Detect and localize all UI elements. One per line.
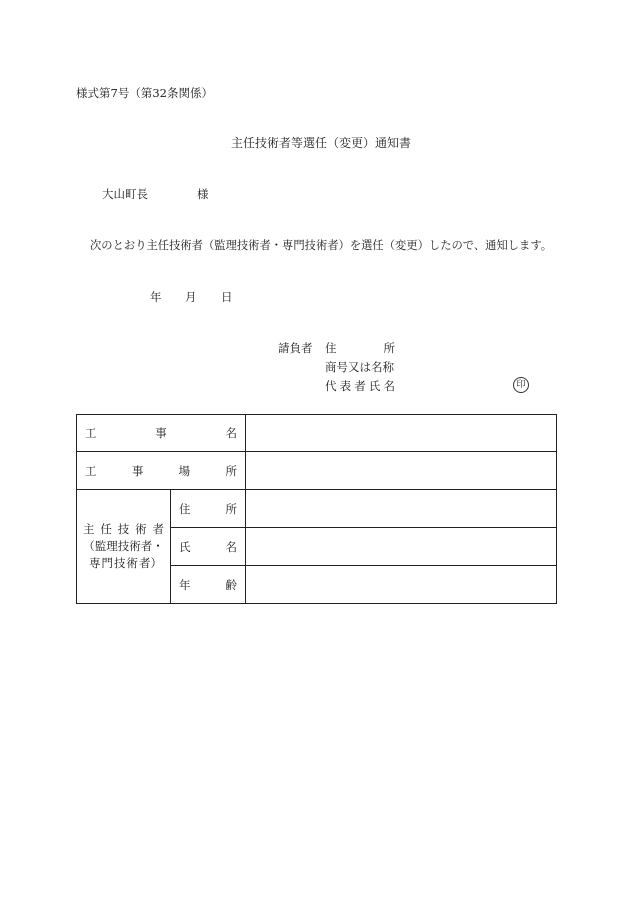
addressee-honorific: 様 xyxy=(197,187,209,201)
technician-name-label: 氏 名 xyxy=(171,528,246,566)
row-project-location xyxy=(77,452,557,490)
technician-address-field[interactable] xyxy=(246,490,557,528)
row-project-name xyxy=(77,415,557,452)
row-technician-address xyxy=(77,490,557,528)
project-name-label: 工 事 名 xyxy=(77,415,246,452)
document-title: 主任技術者等選任（変更）通知書 xyxy=(231,136,412,150)
project-name-field[interactable] xyxy=(246,415,557,452)
technician-age-field[interactable] xyxy=(246,566,557,604)
technician-address-label: 住 所 xyxy=(171,490,246,528)
body-text: 次のとおり主任技術者（監理技術者・専門技術者）を選任（変更）したので、通知します。 xyxy=(90,239,553,252)
technician-label: 主 任 技 術 者 （監理技術者・ 専 門 技 術 者） xyxy=(77,490,171,604)
project-location-label: 工 事 場 所 xyxy=(77,452,246,490)
seal-mark-icon: 印 xyxy=(513,377,529,393)
contractor-company-label: 商号又は名称 xyxy=(325,360,394,374)
contractor-representative-label: 代 表 者 氏 名 xyxy=(325,379,395,393)
date-year-label: 年 xyxy=(150,290,162,304)
date-day-label: 日 xyxy=(221,290,233,304)
date-month-label: 月 xyxy=(185,290,197,304)
notification-table xyxy=(76,414,557,604)
technician-age-label: 年 齢 xyxy=(171,566,246,604)
contractor-address-label: 住 所 xyxy=(325,341,395,355)
technician-name-field[interactable] xyxy=(246,528,557,566)
contractor-label: 請負者 xyxy=(278,341,313,355)
addressee-name: 大山町長 xyxy=(102,187,148,201)
form-number: 様式第7号（第32条関係） xyxy=(76,86,213,100)
project-location-field[interactable] xyxy=(246,452,557,490)
